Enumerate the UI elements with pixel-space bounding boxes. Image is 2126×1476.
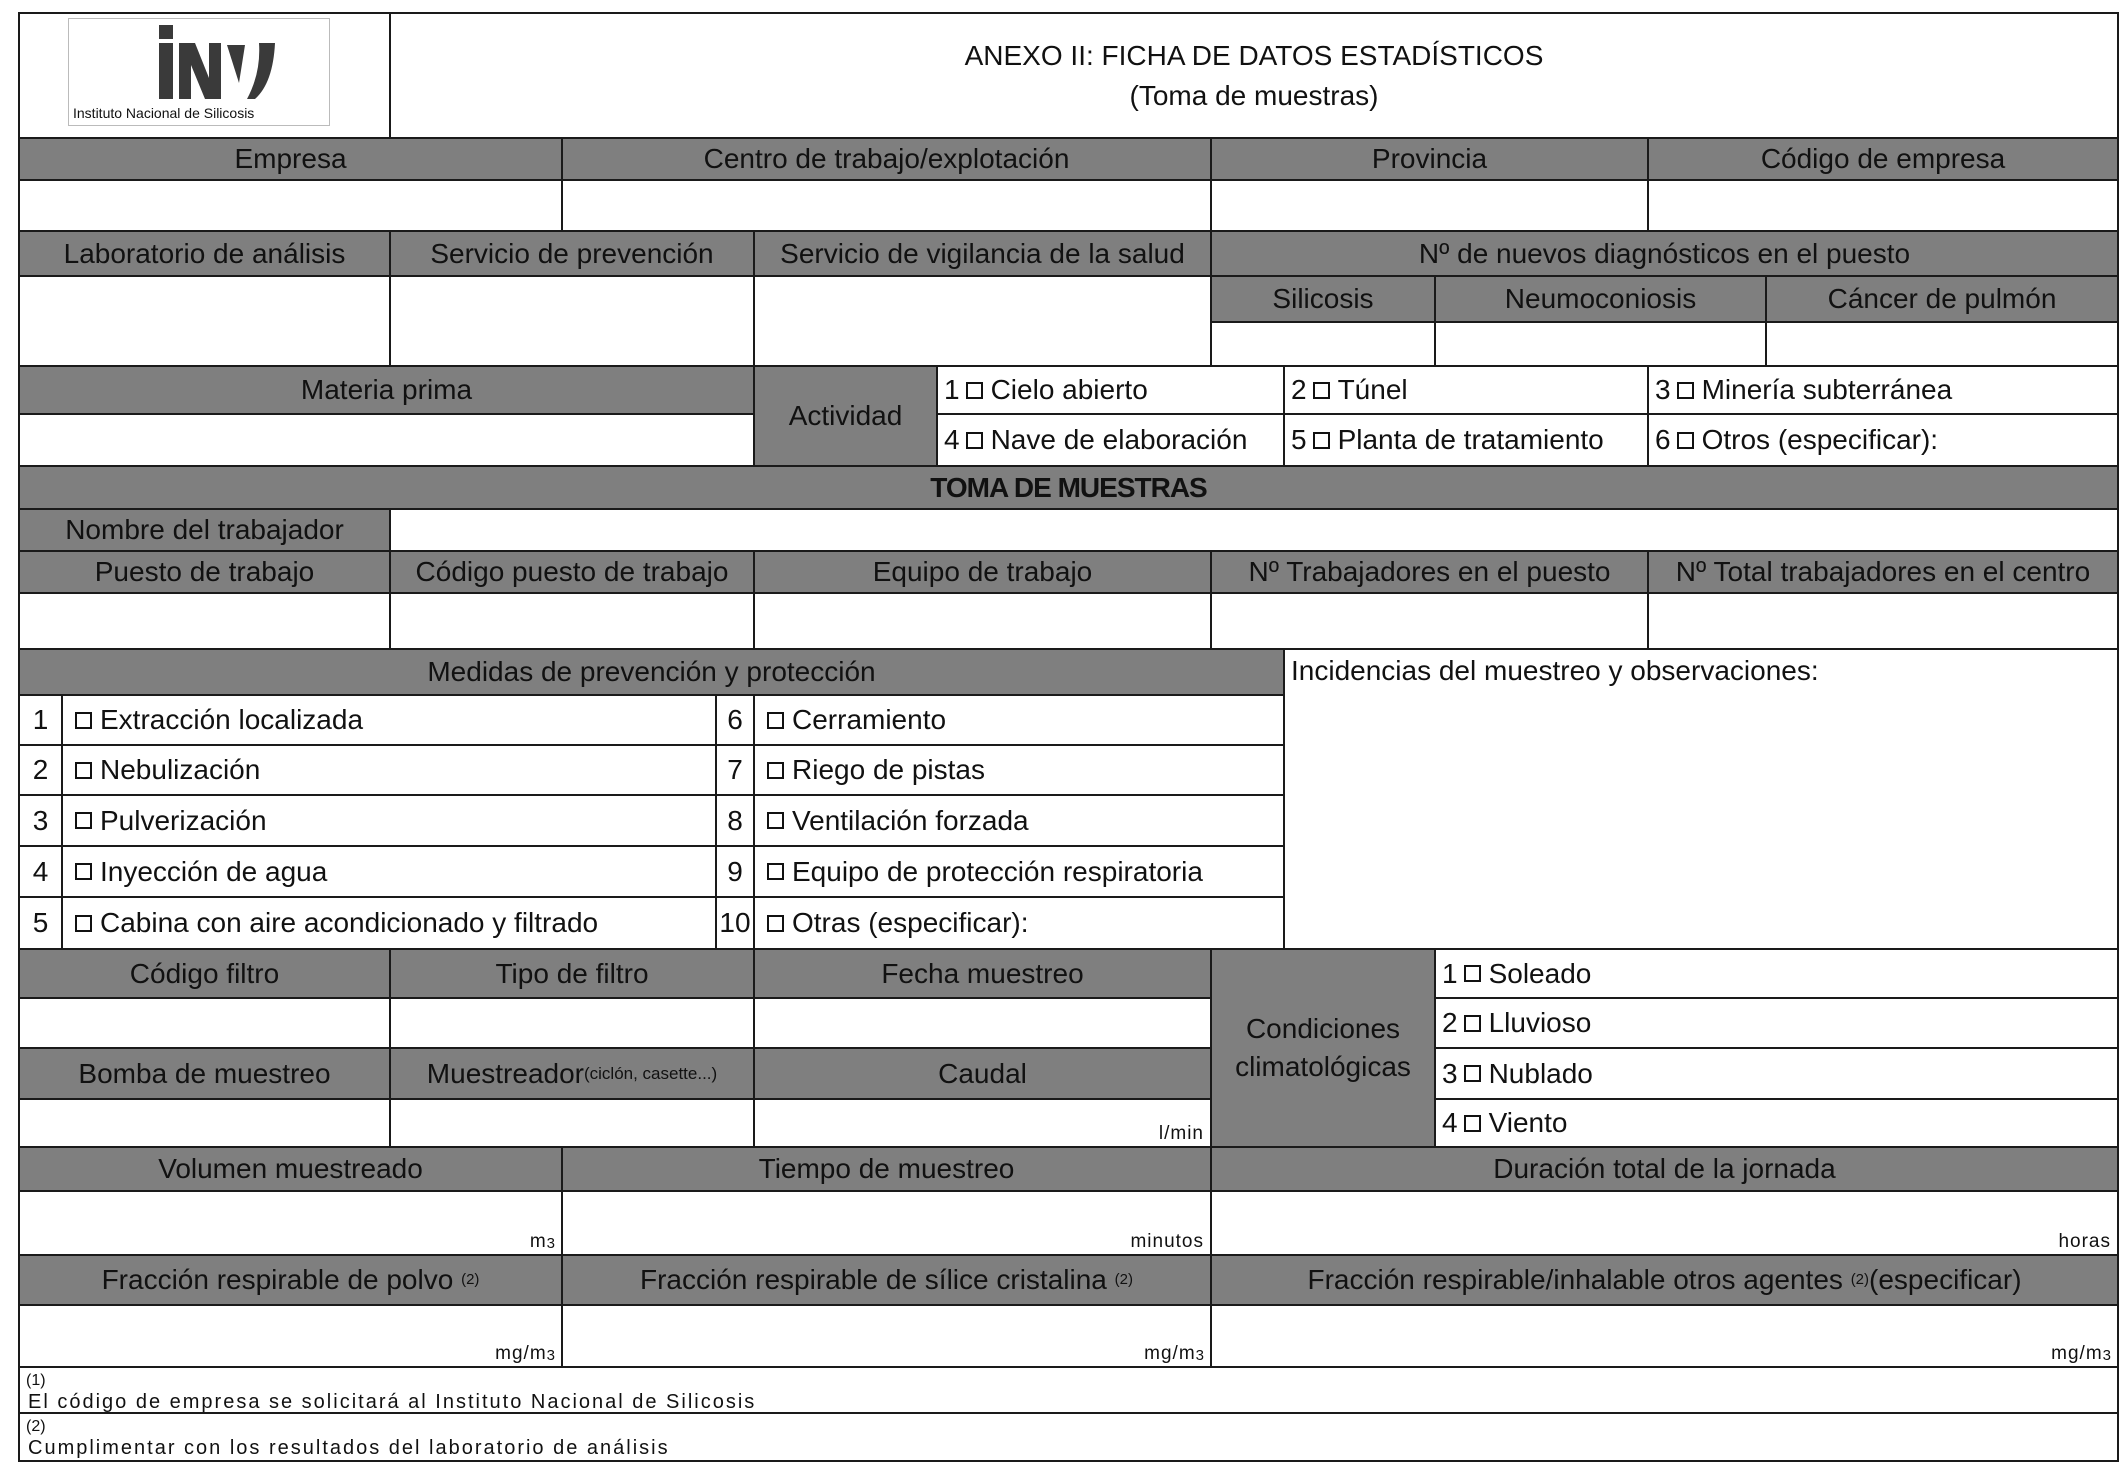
checkbox-icon[interactable]	[75, 915, 92, 932]
logo	[68, 18, 330, 126]
checkbox-icon[interactable]	[1464, 1015, 1481, 1032]
servicio-prevencion-field[interactable]	[389, 275, 755, 367]
medida-num-4: 4	[18, 845, 63, 898]
checkbox-icon[interactable]	[1313, 382, 1330, 399]
medida-num-5: 5	[18, 896, 63, 950]
option-number: 2	[1442, 1007, 1458, 1039]
total-trabajadores-header: Nº Total trabajadores en el centro	[1647, 550, 2119, 594]
checkbox-icon[interactable]	[767, 762, 784, 779]
actividad-option-6[interactable]	[1647, 413, 2119, 467]
weather-option-3[interactable]	[1434, 1047, 2119, 1100]
tiempo-header: Tiempo de muestreo	[561, 1146, 1212, 1192]
checkbox-icon[interactable]	[75, 762, 92, 779]
checkbox-icon[interactable]	[1464, 1115, 1481, 1132]
polvo-unit: mg/m	[495, 1343, 547, 1365]
materia-prima-field[interactable]	[18, 413, 755, 467]
medida-item-5[interactable]	[61, 896, 717, 950]
unit-exp: 3	[2102, 1347, 2111, 1365]
centro-header: Centro de trabajo/explotación	[561, 137, 1212, 181]
bomba-header: Bomba de muestreo	[18, 1047, 391, 1100]
otros-unit: mg/m	[2051, 1343, 2103, 1365]
checkbox-icon[interactable]	[75, 812, 92, 829]
note-ref: (2)	[1114, 1271, 1133, 1289]
medida-label: Inyección de agua	[100, 855, 328, 887]
otros-label: Fracción respirable/inhalable otros agentes	[1307, 1264, 1843, 1296]
option-label: Cielo abierto	[990, 374, 1148, 406]
medida-label: Riego de pistas	[792, 754, 986, 786]
caudal-field[interactable]	[753, 1098, 1212, 1148]
weather-option-4[interactable]	[1434, 1098, 2119, 1148]
weather-option-2[interactable]	[1434, 997, 2119, 1049]
medida-item-8[interactable]	[753, 794, 1285, 847]
codigo-puesto-field[interactable]	[389, 592, 755, 650]
option-label: Otros (especificar):	[1701, 424, 1939, 456]
checkbox-icon[interactable]	[1677, 382, 1694, 399]
actividad-option-1[interactable]	[936, 365, 1285, 415]
silice-label: Fracción respirable de sílice cristalina	[640, 1264, 1107, 1296]
medida-label: Equipo de protección respiratoria	[792, 855, 1203, 887]
footnote-1	[18, 1366, 2119, 1414]
medida-item-9[interactable]	[753, 845, 1285, 898]
checkbox-icon[interactable]	[1464, 965, 1481, 982]
medidas-header: Medidas de prevención y protección	[18, 648, 1285, 696]
incidencias-box[interactable]	[1283, 648, 2119, 950]
medida-label: Otras (especificar):	[792, 907, 1029, 939]
option-label: Túnel	[1337, 374, 1408, 406]
fecha-muestreo-field[interactable]	[753, 997, 1212, 1049]
checkbox-icon[interactable]	[966, 382, 983, 399]
checkbox-icon[interactable]	[1464, 1065, 1481, 1082]
codigo-filtro-header: Código filtro	[18, 948, 391, 999]
ins-logo-icon	[69, 23, 329, 103]
option-number: 4	[1442, 1107, 1458, 1139]
medida-num-3: 3	[18, 794, 63, 847]
laboratorio-field[interactable]	[18, 275, 391, 367]
volumen-unit: m	[529, 1231, 547, 1253]
checkbox-icon[interactable]	[767, 863, 784, 880]
bomba-field[interactable]	[18, 1098, 391, 1148]
unit-exp: 3	[1195, 1347, 1204, 1365]
unit-exp: 3	[546, 1347, 555, 1365]
equipo-header: Equipo de trabajo	[753, 550, 1212, 594]
medida-item-4[interactable]	[61, 845, 717, 898]
medida-num-2: 2	[18, 744, 63, 796]
servicio-vigilancia-header: Servicio de vigilancia de la salud	[753, 230, 1212, 277]
page-title: ANEXO II: FICHA DE DATOS ESTADÍSTICOS	[964, 40, 1544, 72]
option-number: 6	[1655, 424, 1671, 456]
checkbox-icon[interactable]	[767, 812, 784, 829]
polvo-label: Fracción respirable de polvo	[101, 1264, 454, 1296]
checkbox-icon[interactable]	[75, 712, 92, 729]
medida-num-9: 9	[715, 845, 755, 898]
codigo-puesto-header: Código puesto de trabajo	[389, 550, 755, 594]
medida-num-7: 7	[715, 744, 755, 796]
otros-field[interactable]	[1210, 1304, 2119, 1368]
page-subtitle: (Toma de muestras)	[1129, 79, 1379, 111]
option-number: 4	[944, 424, 960, 456]
medida-num-6: 6	[715, 694, 755, 746]
trabajadores-puesto-field[interactable]	[1210, 592, 1649, 650]
option-number: 2	[1291, 374, 1307, 406]
polvo-header	[18, 1254, 563, 1306]
servicio-prevencion-header: Servicio de prevención	[389, 230, 755, 277]
weather-option-1[interactable]	[1434, 948, 2119, 999]
total-trabajadores-field[interactable]	[1647, 592, 2119, 650]
option-number: 3	[1655, 374, 1671, 406]
footnote-text: El código de empresa se solicitará al Instituto Nacional de Silicosis	[28, 1390, 757, 1413]
laboratorio-header: Laboratorio de análisis	[18, 230, 391, 277]
actividad-option-5[interactable]	[1283, 413, 1649, 467]
footnote-text: Cumplimentar con los resultados del laboratorio de análisis	[28, 1436, 670, 1459]
muestreador-header	[389, 1047, 755, 1100]
incidencias-label: Incidencias del muestreo y observaciones:	[1291, 655, 1819, 686]
silice-header	[561, 1254, 1212, 1306]
cancer-header: Cáncer de pulmón	[1765, 275, 2119, 323]
cancer-field[interactable]	[1765, 321, 2119, 367]
medida-item-2[interactable]	[61, 744, 717, 796]
checkbox-icon[interactable]	[767, 915, 784, 932]
option-label: Viento	[1488, 1107, 1568, 1139]
nombre-trabajador-header: Nombre del trabajador	[18, 508, 391, 552]
neumoconiosis-header: Neumoconiosis	[1434, 275, 1767, 323]
footnote-ref: (1)	[26, 1372, 46, 1389]
logo-text: Instituto Nacional de Silicosis	[73, 105, 255, 121]
note-ref: (2)	[461, 1271, 480, 1289]
codigo-filtro-field[interactable]	[18, 997, 391, 1049]
section-title: TOMA DE MUESTRAS	[18, 465, 2119, 510]
servicio-vigilancia-field[interactable]	[753, 275, 1212, 367]
muestreador-field[interactable]	[389, 1098, 755, 1148]
medida-num-8: 8	[715, 794, 755, 847]
title-cell	[389, 12, 2119, 139]
medida-item-3[interactable]	[61, 794, 717, 847]
volumen-exp: 3	[546, 1235, 555, 1253]
caudal-header: Caudal	[753, 1047, 1212, 1100]
option-number: 5	[1291, 424, 1307, 456]
actividad-header: Actividad	[753, 365, 938, 467]
actividad-option-4[interactable]	[936, 413, 1285, 467]
silice-field[interactable]	[561, 1304, 1212, 1368]
footnote-ref: (2)	[26, 1418, 46, 1435]
centro-field[interactable]	[561, 179, 1212, 232]
option-label: Soleado	[1488, 957, 1592, 989]
trabajadores-puesto-header: Nº Trabajadores en el puesto	[1210, 550, 1649, 594]
muestreador-note: (ciclón, casette...)	[583, 1063, 718, 1083]
actividad-option-3[interactable]	[1647, 365, 2119, 415]
condiciones-header: Condiciones climatológicas	[1210, 948, 1436, 1148]
silice-unit: mg/m	[1144, 1343, 1196, 1365]
checkbox-icon[interactable]	[966, 432, 983, 449]
neumoconiosis-field[interactable]	[1434, 321, 1767, 367]
checkbox-icon[interactable]	[767, 712, 784, 729]
option-label: Lluvioso	[1488, 1007, 1592, 1039]
empresa-field[interactable]	[18, 179, 563, 232]
medida-label: Nebulización	[100, 754, 261, 786]
medida-label: Cabina con aire acondicionado y filtrado	[100, 907, 599, 939]
nombre-trabajador-field[interactable]	[389, 508, 2119, 552]
actividad-option-2[interactable]	[1283, 365, 1649, 415]
otros-header	[1210, 1254, 2119, 1306]
materia-prima-header: Materia prima	[18, 365, 755, 415]
checkbox-icon[interactable]	[1313, 432, 1330, 449]
medida-item-10[interactable]	[753, 896, 1285, 950]
duracion-unit: horas	[2058, 1231, 2111, 1253]
medida-label: Cerramiento	[792, 704, 947, 736]
empresa-header: Empresa	[18, 137, 563, 181]
volumen-field[interactable]	[18, 1190, 563, 1256]
puesto-field[interactable]	[18, 592, 391, 650]
footnote-2	[18, 1412, 2119, 1462]
polvo-field[interactable]	[18, 1304, 563, 1368]
otros-suffix: (especificar)	[1869, 1264, 2022, 1296]
checkbox-icon[interactable]	[1677, 432, 1694, 449]
equipo-field[interactable]	[753, 592, 1212, 650]
silicosis-field[interactable]	[1210, 321, 1436, 367]
medida-label: Pulverización	[100, 804, 267, 836]
option-label: Nublado	[1488, 1057, 1593, 1089]
medida-label: Extracción localizada	[100, 704, 364, 736]
duracion-header: Duración total de la jornada	[1210, 1146, 2119, 1192]
provincia-field[interactable]	[1210, 179, 1649, 232]
puesto-header: Puesto de trabajo	[18, 550, 391, 594]
option-number: 1	[1442, 957, 1458, 989]
fecha-muestreo-header: Fecha muestreo	[753, 948, 1212, 999]
provincia-header: Provincia	[1210, 137, 1649, 181]
volumen-header: Volumen muestreado	[18, 1146, 563, 1192]
medida-item-7[interactable]	[753, 744, 1285, 796]
codigo-empresa-field[interactable]	[1647, 179, 2119, 232]
caudal-unit: l/min	[1158, 1123, 1204, 1145]
note-ref: (2)	[1850, 1271, 1870, 1289]
option-label: Planta de tratamiento	[1337, 424, 1604, 456]
option-number: 3	[1442, 1057, 1458, 1089]
nuevos-diagnosticos-header: Nº de nuevos diagnósticos en el puesto	[1210, 230, 2119, 277]
option-label: Minería subterránea	[1701, 374, 1953, 406]
checkbox-icon[interactable]	[75, 863, 92, 880]
tipo-filtro-header: Tipo de filtro	[389, 948, 755, 999]
tipo-filtro-field[interactable]	[389, 997, 755, 1049]
tiempo-field[interactable]	[561, 1190, 1212, 1256]
silicosis-header: Silicosis	[1210, 275, 1436, 323]
medida-num-10: 10	[715, 896, 755, 950]
medida-item-6[interactable]	[753, 694, 1285, 746]
codigo-empresa-header: Código de empresa	[1647, 137, 2119, 181]
medida-label: Ventilación forzada	[792, 804, 1029, 836]
medida-num-1: 1	[18, 694, 63, 746]
tiempo-unit: minutos	[1130, 1231, 1204, 1253]
option-number: 1	[944, 374, 960, 406]
duracion-field[interactable]	[1210, 1190, 2119, 1256]
muestreador-label: Muestreador	[426, 1057, 584, 1089]
medida-item-1[interactable]	[61, 694, 717, 746]
option-label: Nave de elaboración	[990, 424, 1248, 456]
